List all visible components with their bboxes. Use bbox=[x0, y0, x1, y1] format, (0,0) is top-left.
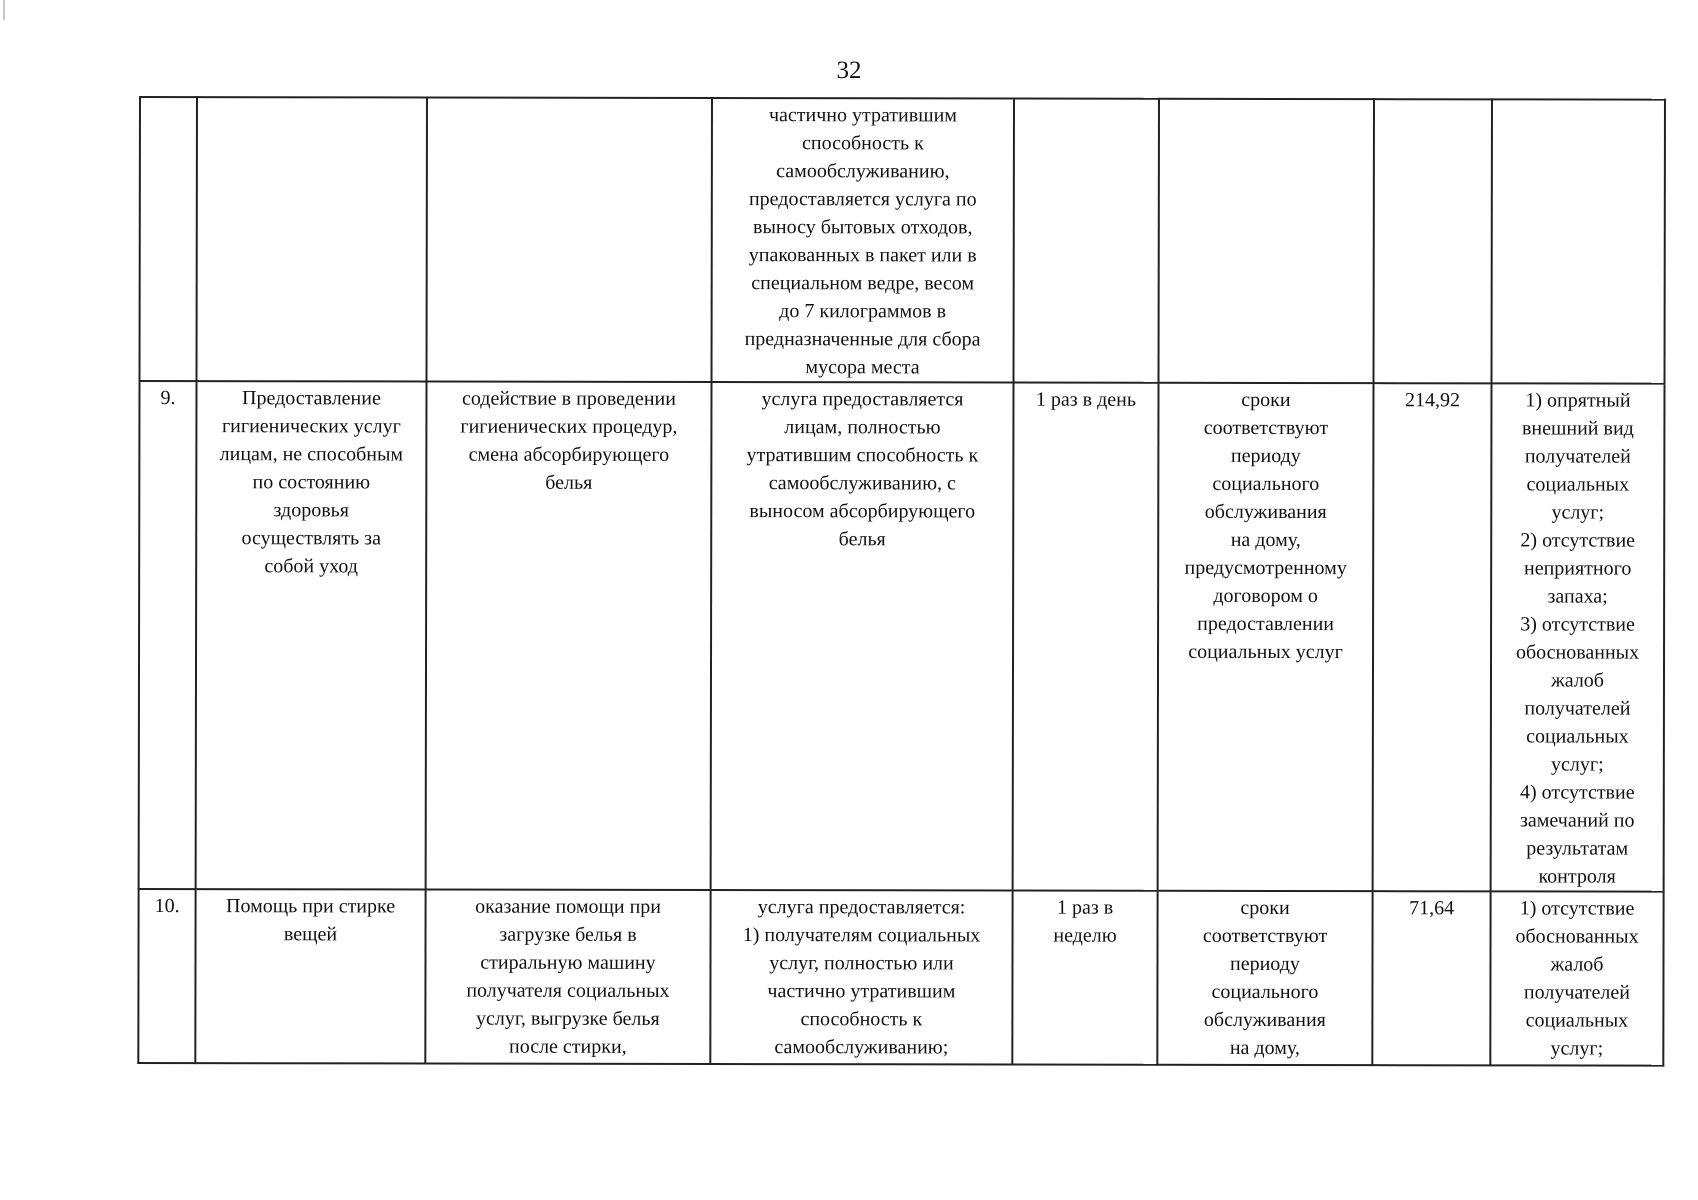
cell-frequency: 1 раз в неделю bbox=[1012, 891, 1157, 1065]
cell-price: 214,92 bbox=[1373, 383, 1492, 891]
cell-price: 71,64 bbox=[1372, 891, 1490, 1065]
cell-service-name: Помощь при стирке вещей bbox=[195, 889, 425, 1063]
cell-number bbox=[140, 97, 197, 381]
cell-service-conditions: услуга предоставляется: 1) получателям социальных услуг, полностью или частично утратившим способность к самообслуживанию; bbox=[710, 890, 1012, 1065]
table-row bbox=[139, 381, 1665, 892]
services-table bbox=[137, 96, 1666, 1067]
cell-number: 9. bbox=[139, 381, 197, 889]
cell-price bbox=[1374, 99, 1492, 383]
cell-service-name bbox=[197, 97, 427, 381]
table-row bbox=[138, 889, 1663, 1066]
table-row bbox=[140, 97, 1665, 384]
cell-service-content: оказание помощи при загрузке белья в стиральную машину получателя социальных услуг, выгрузке белья после стирки, bbox=[425, 890, 710, 1064]
cell-service-conditions: частично утратившим способность к самообслуживанию, предоставляется услуга по выносу бытовых отходов, упакованных в пакет или в специальном ведре, весом до 7 килограммов в предназначенные для сбора мусора места bbox=[712, 98, 1014, 383]
cell-quality-criteria bbox=[1492, 99, 1665, 383]
scan-edge-mark bbox=[3, 0, 5, 20]
cell-number: 10. bbox=[138, 889, 195, 1063]
cell-service-content bbox=[427, 98, 712, 382]
cell-term bbox=[1159, 99, 1374, 383]
cell-service-content: содействие в проведении гигиенических процедур, смена абсорбирующего белья bbox=[426, 382, 712, 890]
cell-frequency bbox=[1014, 99, 1159, 383]
page-number: 32 bbox=[836, 57, 862, 84]
cell-quality-criteria: 1) отсутствие обоснованных жалоб получателей социальных услуг; bbox=[1490, 891, 1663, 1065]
cell-frequency: 1 раз в день bbox=[1013, 383, 1159, 891]
cell-term: сроки соответствуют периоду социального обслуживания на дому, предусмотренному договором о предоставлении социальных услуг bbox=[1158, 383, 1374, 891]
cell-service-conditions: услуга предоставляется лицам, полностью утратившим способность к самообслуживанию, с выносом абсорбирующего белья bbox=[711, 382, 1014, 891]
cell-term: сроки соответствуют периоду социального обслуживания на дому, bbox=[1157, 891, 1372, 1065]
cell-quality-criteria: 1) опрятный внешний вид получателей социальных услуг; 2) отсутствие неприятного запаха; 3) отсутствие обоснованных жалоб получателей социальных услуг; 4) отсутствие замечаний по результатам контроля bbox=[1491, 383, 1665, 891]
cell-service-name: Предоставление гигиенических услуг лицам, не способным по состоянию здоровья осуществлять за собой уход bbox=[196, 381, 427, 889]
